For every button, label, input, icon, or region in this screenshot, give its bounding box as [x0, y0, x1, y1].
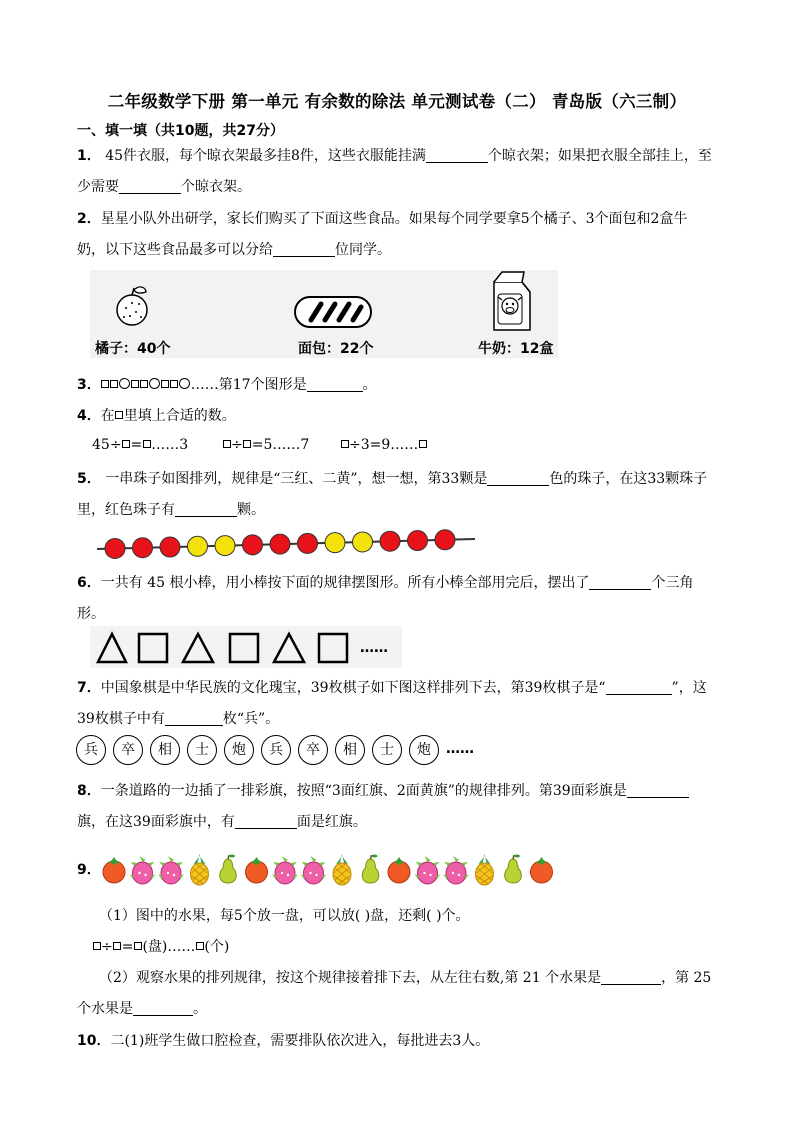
question-5-cont: 里，红色珠子有 颗。 [77, 502, 265, 518]
chess-piece: 相 [335, 735, 365, 765]
question-number: 4． [77, 408, 101, 424]
chess-piece: 炮 [224, 735, 254, 765]
square-icon [230, 634, 258, 662]
answer-box[interactable] [196, 942, 204, 950]
chess-piece: 士 [372, 735, 402, 765]
dragonfruit-icon [415, 856, 441, 884]
red-bead [160, 537, 180, 557]
pear-icon [220, 855, 237, 884]
circle-icon [149, 378, 160, 389]
dragonfruit-icon [272, 856, 298, 884]
red-bead [243, 535, 263, 555]
answer-blank[interactable] [487, 471, 549, 486]
square-icon [161, 380, 169, 388]
yellow-bead [325, 533, 345, 553]
pineapple-icon [333, 854, 351, 885]
answer-box[interactable] [122, 440, 130, 448]
answer-blank[interactable] [307, 377, 363, 392]
chess-piece: 卒 [298, 735, 328, 765]
orange-count-label: 橘子：40个 [95, 341, 171, 357]
square-icon [101, 380, 109, 388]
circle-icon [119, 378, 130, 389]
question-1-cont: 少需要 个晾衣架。 [77, 179, 251, 195]
answer-box[interactable] [113, 942, 121, 950]
question-9-part-2: （2）观察水果的排列规律，按这个规律接着排下去，从左往右数,第 21 个水果是 ，第 25 [99, 970, 712, 986]
answer-box[interactable] [143, 440, 151, 448]
question-6-cont: 形。 [77, 606, 105, 622]
answer-box[interactable] [341, 440, 349, 448]
chess-piece: 兵 [261, 735, 291, 765]
equation-2: ÷ =5……7 [222, 437, 309, 453]
red-bead [380, 531, 400, 551]
yellow-bead [353, 532, 373, 552]
answer-blank[interactable] [601, 970, 661, 985]
red-bead [408, 531, 428, 551]
triangle-icon [274, 634, 304, 662]
question-number: 7． [77, 680, 101, 696]
square-icon [131, 380, 139, 388]
question-number: 9． [77, 862, 101, 878]
question-6: 6．一共有 45 根小棒，用小棒按下面的规律摆图形。所有小棒全部用完后，摆出了 个三角 [77, 575, 694, 591]
answer-box[interactable] [223, 440, 231, 448]
dragonfruit-icon [443, 856, 469, 884]
square-icon [170, 380, 178, 388]
question-9-part-2-cont: 个水果是 。 [77, 1001, 207, 1017]
tomato-icon [246, 857, 268, 883]
question-1: 1． 45件衣服，每个晾衣架最多挂8件，这些衣服能挂满 个晾衣架；如果把衣服全部挂上，至 [77, 148, 712, 164]
answer-box[interactable] [134, 942, 142, 950]
yellow-bead [215, 536, 235, 556]
question-2-cont: 奶，以下这些食品最多可以分给 位同学。 [77, 242, 391, 258]
answer-blank[interactable] [589, 575, 651, 590]
bead-string [95, 529, 495, 559]
dragonfruit-icon [301, 856, 327, 884]
red-bead [298, 533, 318, 553]
pear-icon [362, 855, 379, 884]
question-number: 8． [77, 783, 101, 799]
answer-blank[interactable] [119, 179, 181, 194]
milk-carton-icon [494, 272, 530, 330]
question-number: 6． [77, 575, 101, 591]
tomato-icon [388, 857, 410, 883]
square-icon [139, 634, 167, 662]
milk-count-label: 牛奶：12盒 [478, 341, 554, 357]
answer-blank[interactable] [133, 1001, 193, 1016]
triangle-icon [98, 634, 126, 662]
square-icon [140, 380, 148, 388]
question-number: 3． [77, 377, 101, 393]
chess-piece: 炮 [409, 735, 439, 765]
question-9-part-1: （1）图中的水果，每5个放一盘，可以放( )盘，还剩( )个。 [99, 908, 470, 924]
question-4: 4．在 里填上合适的数。 [77, 408, 236, 424]
red-bead [270, 534, 290, 554]
section-heading: 一、填一填（共10题，共27分） [77, 123, 284, 139]
answer-blank[interactable] [175, 502, 237, 517]
equation-3: ÷3=9…… [340, 437, 427, 453]
bread-icon [295, 297, 371, 327]
answer-box[interactable] [419, 440, 427, 448]
red-bead [435, 530, 455, 550]
answer-blank[interactable] [235, 814, 297, 829]
red-bead [105, 538, 125, 558]
answer-blank[interactable] [606, 680, 672, 695]
question-9-equation: ÷ = (盘)…… (个) [92, 936, 229, 956]
shape-sequence [101, 377, 191, 393]
circle-icon [179, 378, 190, 389]
question-3: 3． ……第17个图形是 。 [77, 377, 377, 393]
question-2: 2．星星小队外出研学，家长们购买了下面这些食品。如果每个同学要拿5个橘子、3个面包和2盒牛 [77, 211, 688, 227]
yellow-bead [188, 536, 208, 556]
equation-1: 45÷ = ……3 [92, 437, 189, 453]
question-9 [77, 859, 101, 879]
question-number: 2． [77, 211, 101, 227]
orange-icon [117, 287, 147, 325]
question-5: 5． 一串珠子如图排列，规律是“三红、二黄”，想一想，第33颗是 色的珠子，在这33颗珠子 [77, 471, 708, 487]
triangle-icon [183, 634, 213, 662]
chess-piece: 相 [150, 735, 180, 765]
bread-count-label: 面包：22个 [298, 341, 374, 357]
stick-shapes [90, 626, 402, 668]
ellipsis: …… [360, 640, 388, 656]
square-icon [319, 634, 347, 662]
pineapple-icon [476, 854, 494, 885]
question-10: 10．二(1)班学生做口腔检查，需要排队依次进入，每批进去3人。 [77, 1033, 490, 1049]
ellipsis: …… [446, 741, 474, 757]
chess-piece: 卒 [113, 735, 143, 765]
box-icon [115, 411, 123, 419]
chess-piece: 士 [187, 735, 217, 765]
question-7: 7．中国象棋是中华民族的文化瑰宝，39枚棋子如下图这样排列下去，第39枚棋子是“ ”，这 [77, 680, 707, 696]
page-title: 二年级数学下册 第一单元 有余数的除法 单元测试卷（二） 青岛版（六三制） [107, 92, 687, 111]
answer-blank[interactable] [273, 242, 335, 257]
pineapple-icon [191, 854, 209, 885]
square-icon [110, 380, 118, 388]
question-number: 5． [77, 471, 101, 487]
answer-blank[interactable] [627, 783, 689, 798]
answer-blank[interactable] [165, 711, 223, 726]
tomato-icon [531, 857, 553, 883]
fruit-row [100, 852, 560, 886]
question-number: 10． [77, 1033, 111, 1049]
tomato-icon [103, 857, 125, 883]
dragonfruit-icon [130, 856, 156, 884]
question-number: 1． [77, 148, 101, 164]
question-8-cont: 旗，在这39面彩旗中，有 面是红旗。 [77, 814, 367, 830]
answer-box[interactable] [93, 942, 101, 950]
chess-piece: 兵 [76, 735, 106, 765]
dragonfruit-icon [158, 856, 184, 884]
answer-box[interactable] [243, 440, 251, 448]
question-8: 8．一条道路的一边插了一排彩旗，按照“3面红旗、2面黄旗”的规律排列。第39面彩旗是 [77, 780, 689, 800]
red-bead [133, 538, 153, 558]
answer-blank[interactable] [426, 148, 488, 163]
pear-icon [505, 855, 522, 884]
question-7-cont: 39枚棋子中有 枚“兵”。 [77, 711, 280, 727]
